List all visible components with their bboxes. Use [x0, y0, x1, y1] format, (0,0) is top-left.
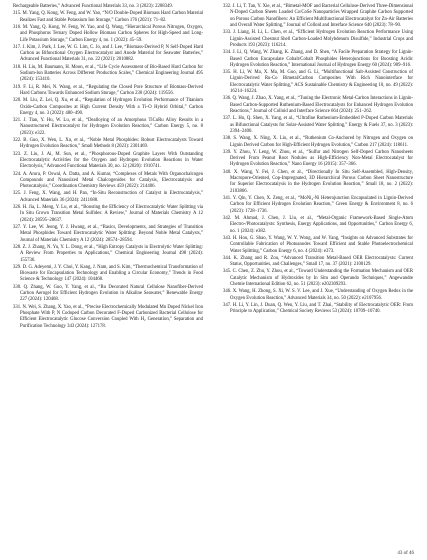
reference-entry [223, 50, 413, 69]
reference-entry [13, 118, 203, 137]
reference-text: X. Wang, Y. Fei, J. Chen, et al., “Directionally In Situ Self-Assembled, High-Density, Macropore-Oriented, Cop-Impregnated, 3D Hierarchical Porous Carbon Sheet Nanostructure for Superior Electrocatalysis in the Hydrogen Evolution Reaction,” Small 18, no. 2 (2022): 2103866. [230, 169, 414, 194]
page-number: 43 of 46 [397, 551, 414, 556]
reference-text: J. Liang, H. Li, L. Chen, et al., “Efficient Hydrogen Evolution Reaction Performance Using Lignin-Assisted Chestnut Shell Carbon-Loaded Molybdenum Disulfide,” Industrial Crops and Products 193 (2023): 116214. [230, 30, 413, 48]
reference-entry [223, 196, 413, 215]
reference-text: Z. Liu, J. Ai, M. Sun, et al., “Phosphorous-Doped Graphite Layers With Outstanding Electrocatalytic Activities for the Oxygen and Hydrogen Evolution Reactions in Water Electrolysis,” Advanced Functional Materials 30, no. 12 (2020): 1910741. [20, 151, 203, 170]
reference-entry [13, 191, 203, 204]
reference-entry [223, 236, 413, 255]
reference-entry [13, 11, 203, 24]
reference-number: 324. [13, 171, 22, 177]
reference-text: Z. J. Zhang, N. Yu, Y. L. Dong, et al., “High Entropy Catalysts in Electrolytic Water Splitting: A Review From Properties to Applications,” Chemical Engineering Journal 498 (2024): 155736. [20, 244, 204, 263]
reference-entry [223, 269, 413, 288]
reference-text: J. Li, T. Tan, Y. Xie, et al., “Bimetal-MOF and Bacterial Cellulose-Derived Three-Dimensional N-Doped Carbon Sheets Loaded Co/CoSe Nanoparticles Wrapped Graphite Carbon Supported on Porous Carbon Nanofibers: An Efficient Multifunctional Electrocatalyst for Zn-Air Batteries and Overall Water Splitting,” Journal of Colloid and Interface Science 640 (2023): 78–90. [230, 4, 413, 29]
reference-entry [13, 172, 203, 191]
reference-number: 341. [223, 195, 232, 201]
reference-entry [13, 25, 203, 44]
reference-entry [223, 96, 413, 115]
reference-entry [223, 136, 413, 149]
reference-number: 342. [223, 215, 232, 221]
reference-entry [223, 289, 413, 302]
reference-text: Q. Zhang, W. Guo, Y. Yang, et al., “Ru Decorated Natural Cellulose Nanofiber-Derived Carbon Aerogel for Efficient Hydrogen Evolution in Alkaline Seawater,” Renewable Energy 227 (2024): 120468. [20, 284, 204, 303]
reference-number: 319. [13, 84, 22, 90]
reference-entry [13, 152, 203, 171]
reference-number: 327. [13, 224, 22, 230]
reference-number: 328. [13, 244, 22, 250]
reference-entry [13, 205, 203, 224]
reference-number: 346. [223, 289, 232, 295]
reference-number: 336. [223, 96, 232, 102]
reference-text: K. Zhang and R. Zou, “Advanced Transition Metal-Based OER Electrocatalysts: Current Status, Opportunities, and Challenges,” Small 17, no. 37 (2021): 2100129. [230, 255, 413, 268]
reference-text: A. Arora, P. Oswal, A. Datta, and A. Kumar, “Complexes of Metals With Organochalcogen Compounds and Nanosized Metal Chalcogenides for Catalysis, Electrocatalysis and Photocatalysis,” Coordination Chemistry Reviews 459 (2022): 214406. [20, 171, 203, 190]
reference-text: X. Wang, H. Zhong, S. Xi, W. S. V. Lee, and J. Xue, “Understanding of Oxygen Redox in the Oxygen Evolution Reaction,” Advanced Materials 34, no. 50 (2022): e2107956. [230, 289, 414, 301]
reference-number: 330. [13, 284, 22, 290]
reference-entry [13, 245, 203, 264]
reference-text: B. Guo, X. Wen, L. Xu, et al., “Noble Metal Phosphides: Robust Electrocatalysts Toward Hydrogen Evolution Reaction,” Small Methods 8 (2023): 2301469. [20, 138, 203, 150]
reference-text: M. Yang, Q. Kong, W. Feng, and W. Yao, “N/O Double-Doped Biomass Hard Carbon Material Realizes Fast and Stable Potassium Ion Storage,” Carbon 176 (2021): 71–82. [20, 11, 204, 23]
reference-number: 321. [13, 118, 22, 124]
reference-text: D. G. Adeyemi, J. Y. Choi, Y. Kang, J. Nam, and S. Kim, “Thermochemical Transformation of Biowaste for Encapsulation Technology and Enabling a Circular Economy,” Trends in Food Science & Technology 147 (2024): 104468. [20, 264, 203, 283]
reference-text: Y. Lee, W. Jeong, Y. J. Hwang, et al., “Basics, Developments, and Strategies of Transition Metal Phosphides Toward Electrocatalytic Water Splitting: Beyond Noble Metal Catalysts,” Journal of Materials Chemistry A 12 (2024): 28574–28594. [20, 224, 204, 243]
reference-text: H. Li, W. Ma, X. Ma, M. Guo, and G. Li, “Multifunctional Salt-Assisted Construction of Lignin-Derived Ru-Co Bimetal/Carbon Composites With Rich Nanointerface for Electrocatalytic Water Splitting,” ACS Sustainable Chemistry & Engineering 10, no. 49 (2022): 16214–16224. [230, 70, 413, 95]
reference-number: 329. [13, 264, 22, 270]
reference-number: 333. [223, 30, 232, 36]
reference-number: 326. [13, 205, 22, 210]
reference-entry [223, 150, 413, 169]
reference-text: M. Yang, Q. Kong, W. Feng, W. Yao, and Q. Wang, “Hierarchical Porous Nitrogen, Oxygen, and Phosphorus Ternary Doped Hollow Biomass Carbon Spheres for High-Speed and Long-Life Potassium Storage,” Carbon Energy 4, no. 1 (2022): 45–59. [20, 24, 203, 43]
reference-text: C. Chen, Z. Zhu, Y. Zhou, et al., “Toward Understanding the Formation Mechanism and OER Catalytic Mechanism of Hydroxides by In Situ and Operando Techniques,” Angewandte Chemie International Edition 62, no. 51 (2023): e202309293. [230, 269, 414, 288]
reference-entry [223, 170, 413, 195]
reference-entry [223, 70, 413, 95]
reference-text: Y. Qin, Y. Chen, X. Zeng, et al., “MoNi₄-Ni Heterojunction Encapsulated in Lignin-Derived Carbon for Efficient Hydrogen Evolution Reaction,” Green Energy & Environment 8, no. 6 (2023): 1728–1736. [230, 195, 414, 214]
reference-number: 320. [13, 98, 22, 104]
reference-text: H. Li, Y. Lin, J. Duan, Q. Wen, Y. Liu, and T. Zhai, “Stability of Electrocatalytic OER: From Principle to Application,” Chemical Society Reviews 53 (2024): 10709–10740. [230, 302, 413, 315]
reference-number: 325. [13, 191, 22, 197]
reference-entry [223, 116, 413, 135]
reference-entry [13, 225, 203, 244]
reference-number: 343. [223, 235, 232, 241]
reference-text: H. Jia, L. Meng, Y. Lu, et al., “Boosting the Efficiency of Electrocatalytic Water Splitting via In Situ Grown Transition Metal Sulfides: A Review,” Journal of Materials Chemistry A 12 (2024): 28595–28637. [20, 205, 203, 223]
reference-number: 338. [223, 136, 232, 142]
reference-text: F. Li, R. Mei, N. Wang, et al., “Regulating the Closed Pore Structure of Biomass-Derived Hard Carbons Towards Enhanced Sodium Storage,” Carbon 230 (2024): 119556. [20, 84, 204, 96]
reference-number: 340. [223, 169, 232, 175]
reference-entry [13, 4, 203, 10]
reference-entry [13, 285, 203, 304]
reference-entry [13, 45, 203, 64]
reference-entry [13, 85, 203, 98]
reference-text: Y. Zhou, Y. Leng, W. Zhou, et al., “Sulfur and Nitrogen Self-Doped Carbon Nanosheets Derived From Peanut Root Nodules as High-Efficiency Non-Metal Electrocatalyst for Hydrogen Evolution Reaction,” Nano Energy 16 (2015): 357–366. [230, 149, 414, 168]
reference-number: 332. [223, 4, 232, 9]
reference-text: L. Hu, Q. Shen, X. Yang, et al., “Ultrafine Ruthenium-Embedded P-Doped Carbon Materials as Bifunctional Catalysts for Solar-Assisted Water Splitting,” Energy & Fuels 37, no. 3 (2023): 2394–2400. [230, 116, 413, 134]
reference-text: J. Kim, J. Park, J. Lee, W. G. Lim, C. Jo, and J. Lee, “Biomass-Derived P, N Self-Doped Hard Carbon as Bifunctional Oxygen Electrocatalyst and Anode Material for Seawater Batteries,” Advanced Functional Materials 31, no. 22 (2021): 2010882. [20, 44, 203, 63]
reference-text: Q. Wang, J. Zhao, X. Yang, et al., “Tuning the Electronic Metal-Carbon Interactions in Lignin-Based Carbon-Supported Ruthenium-Based Electrocatalysts for Enhanced Hydrogen Evolution Reactions,” Journal of Colloid and Interface Science 664 (2024): 251–262. [230, 96, 414, 115]
reference-text: M. Ahmad, J. Chen, J. Liu, et al., “Metal-Organic Framework-Based Single-Atom Electro-/Photocatalysts: Synthesis, Energy Applications, and Opportunities,” Carbon Energy 6, no. 1 (2024): e382. [230, 215, 413, 234]
reference-number: 316. [13, 24, 22, 30]
reference-number: 323. [13, 151, 22, 157]
reference-number: 335. [223, 70, 232, 76]
reference-text: S. Wang, X. Ning, X. Liu, et al., “Ruthenium Co-Anchored by Nitrogen and Oxygen on Lignin Derived Carbon for High-Efficient Hydrogen Evolution,” Carbon 217 (2024): 118611. [230, 136, 414, 148]
reference-text: J. Tian, Y. Hu, W. Lu, et al., “Dealloying of an Amorphous TiCuRu Alloy Results in a Nanostructured Electrocatalyst for Hydrogen Evolution Reaction,” Carbon Energy 5, no. 8 (2023): e322. [20, 118, 203, 136]
reference-text: H. Hou, G. Shao, Y. Wang, W. Y. Wong, and W. Yang, “Insights on Advanced Substrates for Controllable Fabrication of Photoanodes Toward Efficient and Stable Photoelectrochemical Water Splitting,” Carbon Energy 6, no. 4 (2024): e373. [230, 235, 413, 254]
reference-text: J. Li, Q. Wang, W. Zhang, K. Zhang, and D. Shen, “A Facile Preparation Strategy for Lignin-Based Carbon Encapsulate Cobalt/Cobalt Phosphides Heterojunctions for Boosting Acidic Hydrogen Evolution Reaction,” International Journal of Hydrogen Energy 60 (2024): 909–916. [230, 50, 414, 68]
reference-text: J. Feng, X. Wang, and H. Pan, “In-Situ Reconstruction of Catalyst in Electrocatalysis,” Advanced Materials 36 (2024): 2411688. [20, 191, 203, 203]
reference-number: 334. [223, 50, 232, 56]
reference-text: H. Liu, M. Baumann, H. Moon, et al., “Life Cycle Assessment of Bio-Based Hard Carbon for Sodium-Ion Batteries Across Different Production Scales,” Chemical Engineering Journal 495 (2024): 153410. [20, 64, 204, 83]
reference-number: 344. [223, 255, 232, 261]
reference-entry [13, 65, 203, 84]
reference-number: 322. [13, 138, 22, 143]
reference-text: N. Wei, S. Zhang, X. Yao, et al., “Precise Electrochemically Modulated Mn Doped Nickel Iron Phosphate With P, N Codoped Carbon Decorated F-Doped Carbonized Bacterial Cellulose for Efficient Electrocatalytic Glucose Conversion Coupled With H₂ Generation,” Separation and Purification Technology 343 (2024): 127178. [20, 304, 203, 329]
reference-entry [13, 98, 203, 117]
reference-text: M. Liu, Z. Lei, Q. Xu, et al., “Regulation of Hydrogen Evolution Performance of Titanium Oxide-Carbon Composites at High Current Density With a Ti–O Hybrid Orbital,” Carbon Energy 4, no. 3 (2022): 480–490. [20, 98, 203, 116]
reference-number: 337. [223, 116, 232, 122]
reference-entry [223, 4, 413, 29]
reference-number: 318. [13, 64, 22, 70]
reference-number: 331. [13, 304, 22, 310]
reference-column-right [223, 4, 413, 316]
reference-number: 345. [223, 269, 232, 275]
reference-entry [223, 256, 413, 269]
reference-entry [13, 265, 203, 284]
reference-number: 347. [223, 302, 232, 308]
reference-entry [223, 303, 413, 316]
reference-column-left [13, 4, 203, 331]
reference-number: 317. [13, 44, 22, 50]
reference-number: 315. [13, 11, 22, 17]
reference-entry [223, 216, 413, 235]
reference-entry [13, 138, 203, 151]
reference-text: Rechargeable Batteries,” Advanced Functional Materials 33, no. 3 (2023): 2208349. [13, 4, 173, 9]
reference-number: 339. [223, 149, 232, 155]
reference-entry [223, 30, 413, 49]
reference-entry [13, 305, 203, 330]
